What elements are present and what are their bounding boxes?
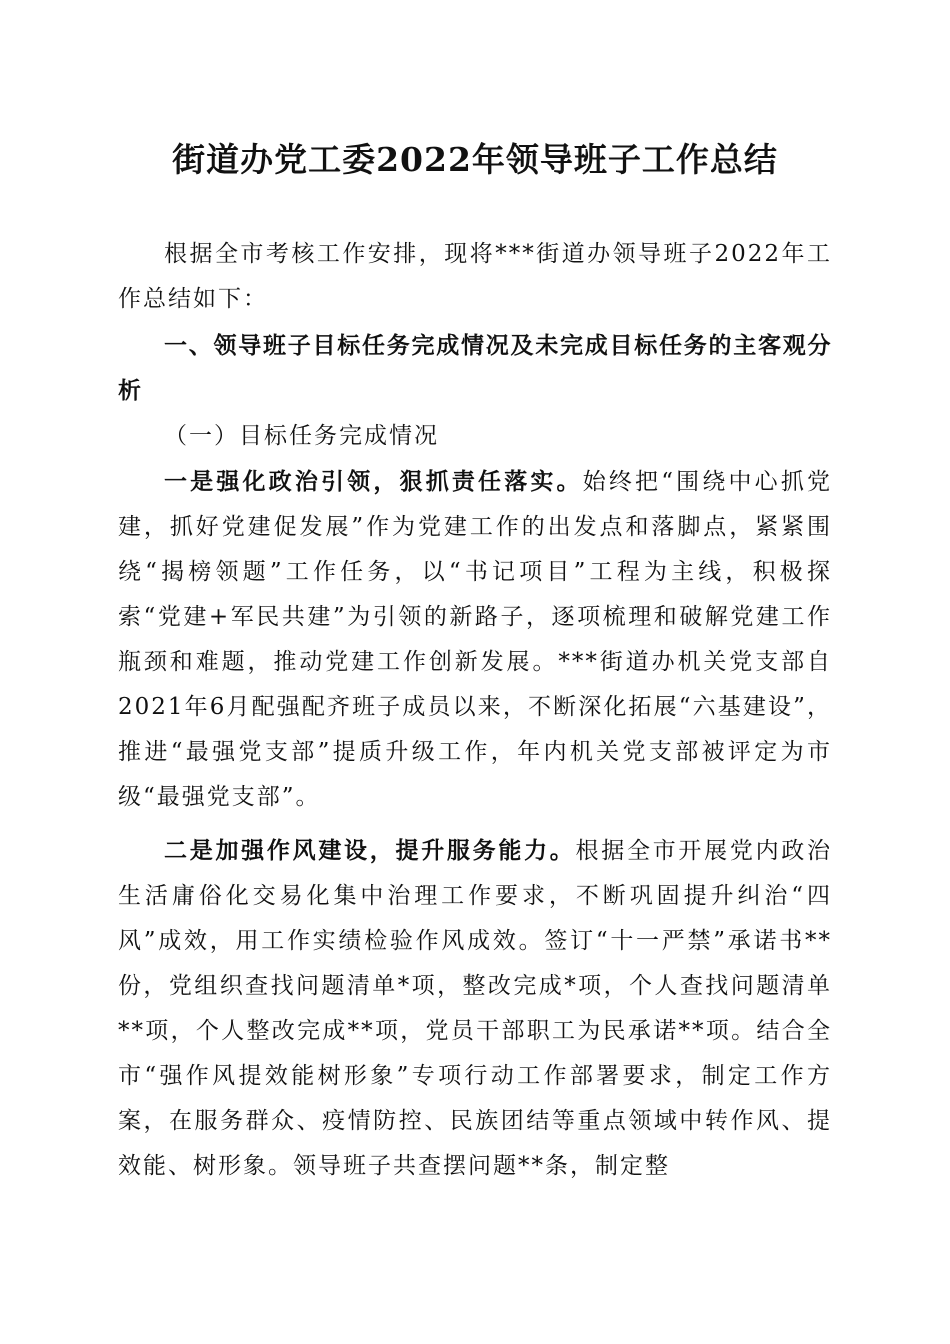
paragraph-1-body: 始终把“围绕中心抓党建，抓好党建促发展”作为党建工作的出发点和落脚点，紧紧围绕“揭榜领题”工作任务，以“书记项目”工程为主线，积极探索“党建+军民共建”为引领的新路子，逐项梳理和破解党建工作瓶颈和难题，推动党建工作创新发展。***街道办机关党支部自2021年6月配强配齐班子成员以来，不断深化拓展“六基建设”，推进“最强党支部”提质升级工作，年内机关党支部被评定为市级“最强党支部”。 — [118, 469, 833, 810]
paragraph-2-lead: 二是加强作风建设，提升服务能力。 — [164, 837, 576, 864]
paragraph-2-body: 根据全市开展党内政治生活庸俗化交易化集中治理工作要求，不断巩固提升纠治“四风”成效，用工作实绩检验作风成效。签订“十一严禁”承诺书**份，党组织查找问题清单*项，整改完成*项，个人查找问题清单**项，个人整改完成**项，党员干部职工为民承诺**项。结合全市“强作风提效能树形象”专项行动工作部署要求，制定工作方案，在服务群众、疫情防控、民族团结等重点领域中转作风、提效能、树形象。领导班子共查摆问题**条，制定整 — [118, 838, 833, 1179]
document-body — [118, 232, 832, 1189]
paragraph-1-lead: 一是强化政治引领，狠抓责任落实。 — [164, 468, 583, 495]
paragraph-2 — [118, 828, 832, 1189]
paragraph-1 — [118, 459, 832, 820]
intro-paragraph: 根据全市考核工作安排，现将***街道办领导班子2022年工作总结如下： — [118, 241, 832, 312]
document-title: 街道办党工委2022年领导班子工作总结 — [172, 140, 778, 179]
paragraph-gap — [118, 820, 832, 828]
section-heading: 一、领导班子目标任务完成情况及未完成目标任务的主客观分析 — [118, 333, 832, 404]
subsection-heading: （一）目标任务完成情况 — [164, 423, 439, 449]
